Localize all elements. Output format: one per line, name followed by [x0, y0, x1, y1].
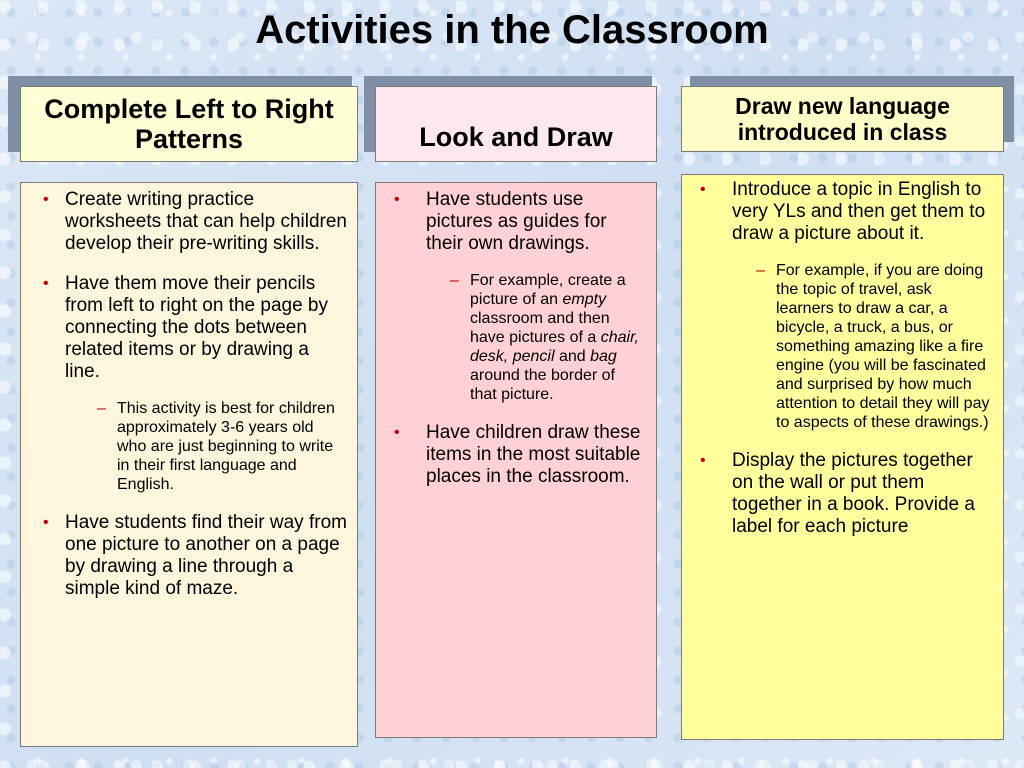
column-header-draw-new-language	[681, 86, 1004, 152]
bullet-list	[21, 189, 347, 600]
list-item: • Have children draw these items in the most suitable places in the classroom.	[394, 422, 641, 487]
column-header-left-to-right	[20, 86, 358, 162]
list-item: • Introduce a topic in English to very YLs and then get them to draw a picture about it.	[700, 179, 986, 244]
bullet-icon: •	[43, 514, 49, 531]
bullet-list	[682, 179, 993, 538]
column-header-label: Draw new language introduced in class	[735, 93, 950, 145]
dash-icon: –	[756, 262, 765, 279]
list-item: • Have students use pictures as guides for their own drawings.	[394, 189, 607, 254]
bullet-icon: •	[43, 191, 49, 208]
bullet-icon: •	[700, 452, 706, 469]
list-item: • Display the pictures together on the wall or put them together in a book. Provide a label for each picture	[700, 450, 975, 537]
dash-icon: –	[97, 400, 106, 417]
bullet-list	[376, 189, 646, 488]
column-header-look-and-draw	[375, 86, 657, 162]
dash-icon: –	[450, 272, 459, 289]
bullet-icon: •	[43, 275, 49, 292]
list-item: • Have students find their way from one picture to another on a page by drawing a line through a simple kind of maze.	[43, 512, 347, 599]
column-content-draw-new-language	[681, 174, 1004, 740]
list-item: • Have them move their pencils from left to right on the page by connecting the dots between related items or by drawing a line.	[43, 273, 328, 382]
column-header-label: Look and Draw	[419, 121, 613, 152]
list-item: • Create writing practice worksheets that can help children develop their pre-writing skills.	[43, 189, 347, 254]
column-content-left-to-right	[20, 182, 358, 747]
bullet-icon: •	[700, 181, 706, 198]
sub-list-item: – For example, create a picture of an empty classroom and then have pictures of a chair, desk, pencil and bag around the border of that picture.	[450, 272, 639, 403]
bullet-icon: •	[394, 424, 400, 441]
column-header-label: Complete Left to Right Patterns	[44, 94, 334, 154]
sub-list-item: – This activity is best for children approximately 3-6 years old who are just beginning to write in their first language and English.	[97, 400, 335, 493]
sub-list-item: – For example, if you are doing the topic of travel, ask learners to draw a car, a bicycle, a truck, a bus, or something amazing like a fire engine (you will be fascinated and surprised by how much attention to detail they will pay to aspects of these drawings.)	[756, 262, 990, 431]
column-content-look-and-draw	[375, 182, 657, 738]
slide-title: Activities in the Classroom	[255, 8, 769, 52]
bullet-icon: •	[394, 191, 400, 208]
